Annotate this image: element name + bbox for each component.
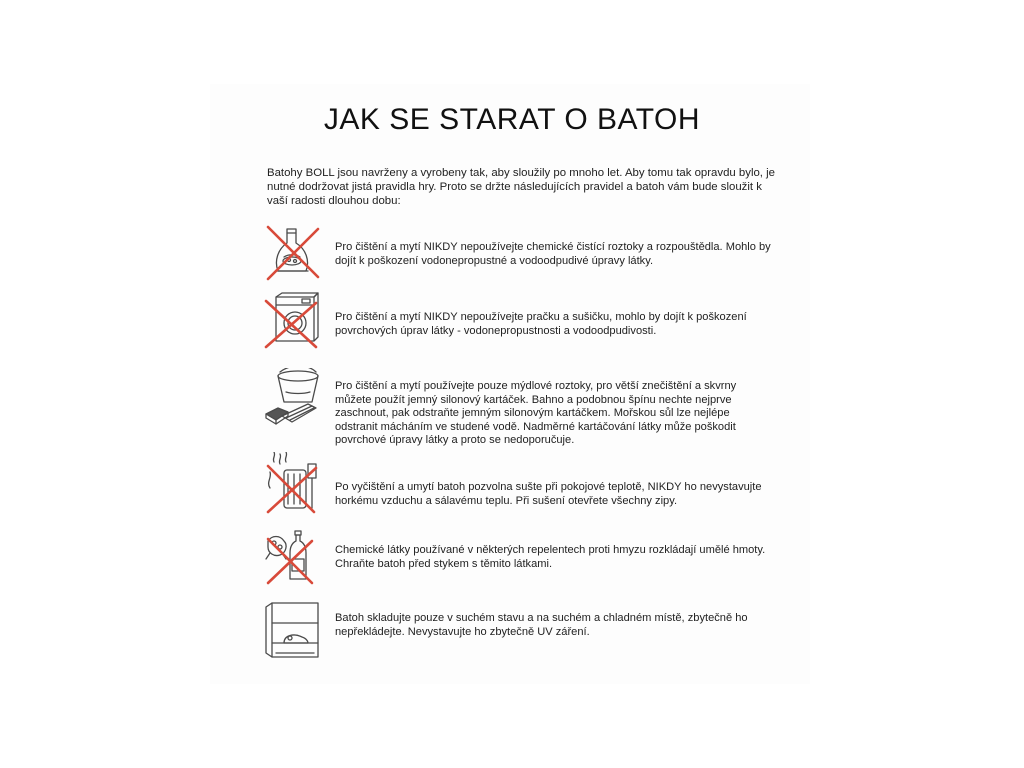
no-washing-machine-icon bbox=[262, 289, 324, 351]
care-rule-text: Pro čištění a mytí používejte pouze mýdlové roztoky, pro větší znečištění a skvrny můžete použít jemný silonový kartáček. Bahno a podobnou špínu nechte nejprve zaschnout, pak odstraňte jemným silonovým kartáčkem. Mořskou sůl lze nejlépe odstranit mácháním ve studené vodě. Nadměrné kartáčování látky může poškodit povrchové úpravy látky a proto se nedoporučuje. bbox=[335, 380, 737, 447]
care-rule-2 bbox=[262, 289, 782, 359]
no-repellent-spray-icon bbox=[262, 527, 324, 589]
care-rule-5 bbox=[262, 527, 782, 597]
page-title: JAK SE STARAT O BATOH bbox=[323, 103, 701, 136]
care-rule-text: Po vyčištění a umytí batoh pozvolna sušte při pokojové teplotě, NIKDY ho nevystavujte horkému vzduchu a sálavému teplu. Při sušení otevřete všechny zipy. bbox=[335, 481, 762, 507]
care-rule-text: Chemické látky používané v některých repelentech proti hmyzu rozkládají umělé hmoty. Chraňte batoh před stykem s těmito látkami. bbox=[335, 544, 766, 570]
care-rule-4 bbox=[262, 452, 782, 522]
care-rule-6 bbox=[262, 599, 782, 669]
care-rule-3 bbox=[262, 368, 782, 447]
intro-paragraph: Batohy BOLL jsou navrženy a vyrobeny tak, aby sloužily po mnoho let. Aby tomu tak opravdu bylo, je nutné dodržovat jistá pravidla hry. Proto se držte následujících pravidel a batoh vám bude sloužit k vaší radosti dlouhou dobu: bbox=[267, 167, 776, 208]
no-heater-icon bbox=[262, 452, 324, 514]
dry-storage-cabinet-icon bbox=[262, 599, 324, 661]
no-chemicals-icon bbox=[262, 223, 324, 285]
bucket-soap-brush-icon bbox=[262, 368, 324, 430]
care-rule-1 bbox=[262, 223, 782, 293]
care-rule-text: Pro čištění a mytí NIKDY nepoužívejte chemické čistící roztoky a rozpouštědla. Mohlo by dojít k poškození vodonepropustné a vodoodpudivé úpravy látky. bbox=[335, 241, 771, 267]
care-rule-text: Batoh skladujte pouze v suchém stavu a na suchém a chladném místě, zbytečně ho nepřekládejte. Nevystavujte ho zbytečně UV záření. bbox=[335, 612, 748, 638]
care-rule-text: Pro čištění a mytí NIKDY nepoužívejte pračku a sušičku, mohlo by dojít k poškození povrchových úprav látky - vodonepropustnosti a vodoodpudivosti. bbox=[335, 311, 747, 337]
